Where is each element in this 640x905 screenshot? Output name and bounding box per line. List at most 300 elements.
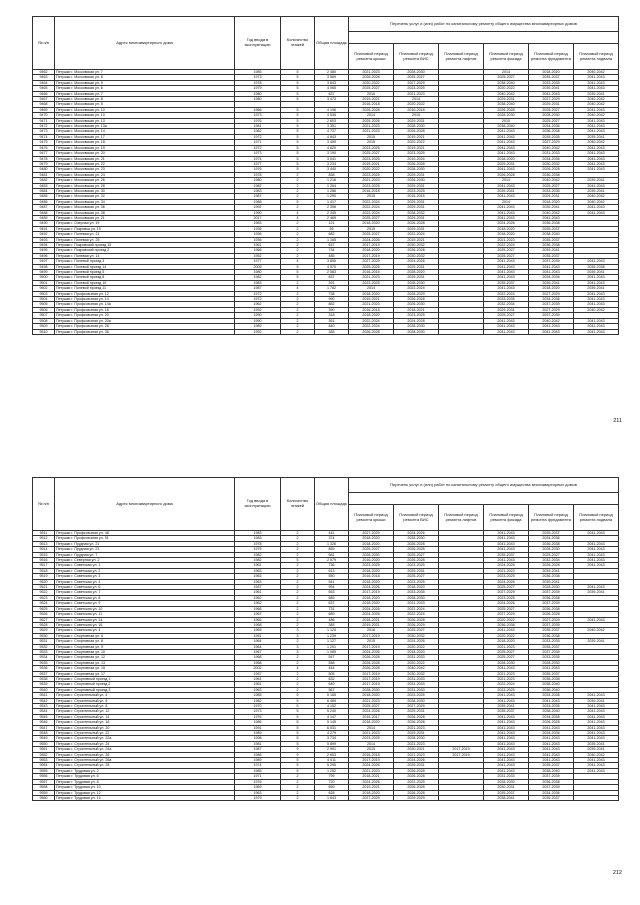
row-floors: 4 (281, 259, 315, 264)
row-vis: 2031-2033 (394, 687, 439, 692)
header-vis: Плановый период ремонта ВИС (394, 44, 439, 70)
row-floors: 5 (281, 167, 315, 172)
row-basement: 2041-2043 (574, 259, 619, 264)
row-foundation: 2036-2038 (529, 243, 574, 248)
row-address: Петушки г. Трудовая ул. 6 (55, 774, 235, 779)
row-address: Петушки г. Строительный ул. 8 (55, 704, 235, 709)
row-vis: 2029-2031 (394, 199, 439, 204)
row-basement: 2041-2043 (574, 318, 619, 323)
row-address: Петушки г. Советская ул. 8 (55, 595, 235, 600)
row-facade: 2041-2043 (484, 129, 529, 134)
row-number: 9532 (33, 644, 55, 649)
row-address: Петушки г. Спортивная ул. 6 (55, 633, 235, 638)
row-address: Петушки г. Московская ул. 19 (55, 145, 235, 150)
row-number: 9497 (33, 259, 55, 264)
row-area: 5 240 (315, 709, 349, 714)
row-vis: 2021-2023 (394, 725, 439, 730)
row-vis: 2029-2031 (394, 226, 439, 231)
row-number: 9527 (33, 617, 55, 622)
row-roof: 2019-2021 (349, 297, 394, 302)
row-address: Петушки г. Профсоюзная ул. 14 (55, 297, 235, 302)
row-address: Петушки г. Спортивная ул. 13 (55, 660, 235, 665)
row-area: 2 991 (315, 747, 349, 752)
row-number: 9552 (33, 752, 55, 757)
row-roof: 2026-2028 (349, 75, 394, 80)
row-year: 1992 (235, 205, 281, 210)
header-group: Перечень услуг и (или) работ по капитальному ремонту общего имущества многоквартирных домов (349, 17, 619, 32)
row-address: Петушки г. Московская ул. 26 (55, 178, 235, 183)
row-foundation: 2018-2020 (529, 286, 574, 291)
row-vis: 2026-2028 (394, 617, 439, 622)
row-foundation: 2026-2028 (529, 720, 574, 725)
row-vis: 2026-2028 (394, 129, 439, 134)
row-basement: 2041-2043 (574, 205, 619, 210)
row-vis: 2027-2029 (394, 704, 439, 709)
row-area: 558 (315, 660, 349, 665)
row-foundation: 2034-2036 (529, 156, 574, 161)
header-roof: Плановый период ремонта крыши (349, 44, 394, 70)
row-roof: 2025-2027 (349, 232, 394, 237)
row-foundation: 2037-2039 (529, 302, 574, 307)
row-number: 9477 (33, 151, 55, 156)
row-area: 5 295 (315, 763, 349, 768)
row-roof: 2025-2027 (349, 704, 394, 709)
row-number: 9549 (33, 736, 55, 741)
row-area: 837 (315, 275, 349, 280)
row-basement: 2041-2043 (574, 704, 619, 709)
row-area: 567 (315, 687, 349, 692)
row-facade: 2026-2028 (484, 172, 529, 177)
row-year: 1977 (235, 259, 281, 264)
row-area: 3 190 (315, 151, 349, 156)
row-area: 547 (315, 655, 349, 660)
row-area: 390 (315, 307, 349, 312)
row-foundation: 2034-2036 (529, 731, 574, 736)
row-area: 1 085 (315, 649, 349, 654)
row-address: Петушки г. Спортивный проезд 2 (55, 682, 235, 687)
row-basement: 2040-2042 (574, 752, 619, 757)
header-floors: Количество этажей (281, 17, 315, 70)
row-foundation: 2033-2035 (529, 80, 574, 85)
registry-table (32, 16, 619, 335)
row-facade: 2041-2043 (484, 318, 529, 323)
row-area: 637 (315, 601, 349, 606)
row-address: Петушки г. Строительный ул. 26а (55, 758, 235, 763)
row-roof: 2023-2025 (349, 172, 394, 177)
row-vis: 2030-2032 (394, 243, 439, 248)
row-vis: 2023-2025 (394, 151, 439, 156)
row-vis: 2029-2031 (394, 215, 439, 220)
row-facade: 2041-2043 (484, 275, 529, 280)
row-year: 1982 (235, 558, 281, 563)
row-vis: 2022-2024 (394, 606, 439, 611)
row-foundation: 2035-2037 (529, 253, 574, 258)
row-facade: 2028-2030 (484, 779, 529, 784)
row-year: 1988 (235, 199, 281, 204)
row-roof: 2018-2020 (349, 720, 394, 725)
row-facade: 2041-2043 (484, 167, 529, 172)
row-address: Петушки г. Трудовая ул. 8 (55, 779, 235, 784)
row-area: 3 843 (315, 80, 349, 85)
row-roof: 2017-2019 (349, 758, 394, 763)
row-roof: 2024-2026 (349, 612, 394, 617)
header-num: № п/п (33, 17, 55, 70)
row-vis: 2029-2031 (394, 568, 439, 573)
row-roof: 2026-2028 (349, 655, 394, 660)
row-area: 505 (315, 671, 349, 676)
row-foundation: 2037-2039 (529, 313, 574, 318)
row-area: 731 (315, 606, 349, 611)
row-facade: 2041-2043 (484, 741, 529, 746)
page-number: 211 (613, 418, 622, 424)
row-area: 318 (315, 313, 349, 318)
row-area: 1 252 (315, 768, 349, 773)
row-address: Петушки г. Советская ул. 2 (55, 568, 235, 573)
row-vis: 2020-2022 (394, 102, 439, 107)
row-address: Петушки г. Строительный ул. 28 (55, 763, 235, 768)
row-basement: 2040-2042 (574, 140, 619, 145)
row-vis: 2029-2031 (394, 183, 439, 188)
row-floors: 2 (281, 307, 315, 312)
row-floors: 2 (281, 595, 315, 600)
row-roof: 2014 (349, 286, 394, 291)
row-address: Петушки г. Прудная ул. 21 (55, 541, 235, 546)
row-vis: 2026-2028 (394, 161, 439, 166)
row-floors: 2 (281, 188, 315, 193)
row-roof: 2023-2025 (349, 145, 394, 150)
row-year: 1964 (235, 639, 281, 644)
row-floors: 2 (281, 243, 315, 248)
row-floors: 5 (281, 763, 315, 768)
row-basement: 2041-2043 (574, 145, 619, 150)
header-area: Общая площадь (315, 478, 349, 531)
row-year: 1985 (235, 70, 281, 75)
row-floors: 5 (281, 768, 315, 773)
row-area: 799 (315, 774, 349, 779)
row-address: Петушки г. Советская ул. 16 (55, 622, 235, 627)
row-address: Петушки г. Трудовая ул. 12 (55, 790, 235, 795)
row-vis: 2026-2028 (394, 790, 439, 795)
row-roof: 2022-2024 (349, 199, 394, 204)
row-facade: 2020-2022 (484, 633, 529, 638)
row-vis: 2021-2023 (394, 741, 439, 746)
row-area: 550 (315, 574, 349, 579)
row-address: Петушки г. Московская ул. 22 (55, 161, 235, 166)
row-vis: 2026-2028 (394, 720, 439, 725)
row-year: 1980 (235, 97, 281, 102)
row-number: 9555 (33, 768, 55, 773)
row-number: 9468 (33, 102, 55, 107)
row-vis: 2023-2025 (394, 86, 439, 91)
row-area: 838 (315, 172, 349, 177)
row-facade: 2041-2043 (484, 140, 529, 145)
row-address: Петушки г. Советская ул. 9 (55, 601, 235, 606)
row-vis: 2015-2015 (394, 194, 439, 199)
row-number: 9534 (33, 655, 55, 660)
row-facade: 2023-2025 (484, 687, 529, 692)
row-facade: 2025-2027 (484, 313, 529, 318)
row-facade: 2041-2043 (484, 758, 529, 763)
row-area: 444 (315, 666, 349, 671)
header-roof: Плановый период ремонта крыши (349, 505, 394, 531)
row-roof: 2023-2025 (349, 736, 394, 741)
row-roof: 2024-2026 (349, 763, 394, 768)
row-area: 659 (315, 785, 349, 790)
row-vis: 2029-2031 (394, 763, 439, 768)
row-address: Петушки г. Спортивный проезд 1 (55, 676, 235, 681)
row-roof: 2023-2025 (349, 156, 394, 161)
row-year: 1979 (235, 795, 281, 800)
row-address: Петушки г. Московская ул. 14 (55, 129, 235, 134)
row-roof: 2019-2021 (349, 161, 394, 166)
row-basement: 2041-2043 (574, 161, 619, 166)
row-facade: 2041-2043 (484, 259, 529, 264)
row-facade: 2025-2027 (484, 606, 529, 611)
row-address: Петушки г. Прудная ул. 7 (55, 552, 235, 557)
row-year: 1978 (235, 80, 281, 85)
row-roof: 2024-2026 (349, 779, 394, 784)
row-number: 9463 (33, 75, 55, 80)
row-year: 1951 (235, 633, 281, 638)
row-address: Петушки г. Полевой проезд 3 (55, 259, 235, 264)
row-number: 9495 (33, 248, 55, 253)
header-foundation: Плановый период ремонта фундамента (529, 505, 574, 531)
row-basement: 2039-2041 (574, 286, 619, 291)
row-address: Петушки г. Профсоюзная ул. 28 (55, 324, 235, 329)
row-vis: 2023-2025 (394, 188, 439, 193)
row-number: 9491 (33, 226, 55, 231)
row-vis: 2023-2025 (394, 563, 439, 568)
row-floors: 5 (281, 80, 315, 85)
row-number: 9539 (33, 682, 55, 687)
row-year: 2009 (235, 264, 281, 269)
row-vis: 2015 (394, 113, 439, 118)
row-floors: 2 (281, 601, 315, 606)
row-basement: 2041-2043 (574, 693, 619, 698)
row-floors: 5 (281, 736, 315, 741)
row-floors: 2 (281, 617, 315, 622)
header-vis: Плановый период ремонта ВИС (394, 505, 439, 531)
row-number: 9520 (33, 579, 55, 584)
row-area: 3 234 (315, 161, 349, 166)
row-area: 954 (315, 585, 349, 590)
row-year: 1983 (235, 531, 281, 536)
row-area: 640 (315, 682, 349, 687)
row-roof: 2021-2023 (349, 124, 394, 129)
row-number: 9496 (33, 253, 55, 258)
row-roof: 2021-2023 (349, 178, 394, 183)
row-basement: 2041-2043 (574, 758, 619, 763)
row-roof: 2016-2020 (349, 558, 394, 563)
row-basement: 2041-2043 (574, 617, 619, 622)
row-foundation: 2027-2029 (529, 307, 574, 312)
row-foundation: 2041-2043 (529, 752, 574, 757)
row-facade: 2020-2022 (484, 86, 529, 91)
row-roof: 2018-2020 (349, 693, 394, 698)
row-area: 682 (315, 232, 349, 237)
row-basement: 2039-2041 (574, 270, 619, 275)
row-year: 1974 (235, 763, 281, 768)
row-year: 1967 (235, 612, 281, 617)
header-group: Перечень услуг и (или) работ по капитальному ремонту общего имущества многоквартирных домов (349, 478, 619, 493)
row-facade: 2022-2024 (484, 291, 529, 296)
row-foundation: 2034-2036 (529, 693, 574, 698)
row-basement: 2040-2042 (574, 113, 619, 118)
row-year: 1978 (235, 541, 281, 546)
row-vis: 2026-2030 (394, 302, 439, 307)
row-number: 9533 (33, 649, 55, 654)
row-roof: 2021-2023 (349, 768, 394, 773)
row-area: 6 469 (315, 698, 349, 703)
row-facade: 2022-2024 (484, 243, 529, 248)
row-facade: 2041-2043 (484, 720, 529, 725)
row-area: 3 569 (315, 75, 349, 80)
row-address: Петушки г. Полевой проезд 11 (55, 286, 235, 291)
row-year: 1952 (235, 253, 281, 258)
row-floors: 2 (281, 297, 315, 302)
row-number: 9509 (33, 324, 55, 329)
row-number: 9488 (33, 210, 55, 215)
page-211 (0, 0, 640, 452)
row-foundation: 2039-2041 (529, 248, 574, 253)
row-foundation: 2028-2030 (529, 585, 574, 590)
row-year: 1963 (235, 687, 281, 692)
row-foundation: 2028-2030 (529, 547, 574, 552)
row-area: 5 165 (315, 693, 349, 698)
row-basement: 2041-2043 (574, 80, 619, 85)
row-basement: 2041-2043 (574, 714, 619, 719)
row-number: 9560 (33, 795, 55, 800)
row-address: Петушки г. Московская ул. 36 (55, 205, 235, 210)
row-number: 9545 (33, 714, 55, 719)
row-basement: 2041-2043 (574, 75, 619, 80)
row-facade: 2021-2023 (484, 237, 529, 242)
row-foundation: 2041-2043 (529, 215, 574, 220)
row-vis: 2027-2029 (394, 80, 439, 85)
row-facade: 2039-2041 (484, 188, 529, 193)
row-floors: 2 (281, 676, 315, 681)
row-number: 9498 (33, 264, 55, 269)
row-floors: 5 (281, 693, 315, 698)
row-foundation: 2039-2041 (529, 579, 574, 584)
row-roof: 2022-2024 (349, 318, 394, 323)
row-year: 1972 (235, 291, 281, 296)
row-foundation: 2035-2037 (529, 763, 574, 768)
row-number: 9544 (33, 709, 55, 714)
table-row (33, 795, 619, 800)
row-year: 1990 (235, 313, 281, 318)
row-floors: 5 (281, 97, 315, 102)
row-foundation: 2041-2043 (529, 747, 574, 752)
row-area: 1 165 (315, 237, 349, 242)
row-roof: 2018-2020 (349, 568, 394, 573)
row-roof: 2015 (349, 140, 394, 145)
row-basement: 2039-2041 (574, 590, 619, 595)
row-floors: 5 (281, 118, 315, 123)
row-floors: 2 (281, 280, 315, 285)
row-address: Петушки г. Трудовая ул. 14 (55, 795, 235, 800)
row-roof: 2017-2019 (349, 644, 394, 649)
row-vis: 2016-2018 (394, 107, 439, 112)
row-facade: 2041-2043 (484, 329, 529, 334)
row-facade: 2024-2026 (484, 221, 529, 226)
row-address: Петушки г. Московская ул. 21 (55, 215, 235, 220)
row-area: 736 (315, 563, 349, 568)
row-area: 1 286 (315, 188, 349, 193)
row-foundation: 2036-2040 (529, 687, 574, 692)
row-roof: 2023-2025 (349, 183, 394, 188)
row-year: 1977 (235, 161, 281, 166)
row-address: Петушки г. Покровский проезд 15 (55, 243, 235, 248)
row-floors: 5 (281, 113, 315, 118)
row-basement: 2041-2043 (574, 151, 619, 156)
row-roof: 2025-2027 (349, 215, 394, 220)
row-floors: 2 (281, 585, 315, 590)
row-roof: 2016-2018 (349, 188, 394, 193)
row-address: Петушки г. Советская ул. 10 (55, 606, 235, 611)
row-foundation: 2037-2039 (529, 649, 574, 654)
row-basement: 2041-2043 (574, 275, 619, 280)
row-basement: 2041-2043 (574, 291, 619, 296)
row-year: 1990 (235, 210, 281, 215)
row-address: Петушки г. Полевой проезд 14 (55, 264, 235, 269)
row-address: Петушки г. Московская ул. 23 (55, 167, 235, 172)
row-foundation: 2037-2039 (529, 259, 574, 264)
row-basement: 2041-2043 (574, 129, 619, 134)
row-roof: 2018-2020 (349, 595, 394, 600)
row-year: 1970 (235, 704, 281, 709)
row-address: Петушки г. Строительный ул. 24 (55, 741, 235, 746)
row-roof: 2025-2026 (349, 118, 394, 123)
row-floors: 2 (281, 221, 315, 226)
row-facade: 2024-2026 (484, 563, 529, 568)
row-area: 4 536 (315, 113, 349, 118)
row-vis: 2026-2028 (394, 768, 439, 773)
row-facade: 2041-2043 (484, 558, 529, 563)
row-roof: 2026-2028 (349, 660, 394, 665)
row-foundation: 2035-2037 (529, 628, 574, 633)
row-year: 1980 (235, 270, 281, 275)
row-year: 1985 (235, 693, 281, 698)
row-number: 9513 (33, 541, 55, 546)
row-address: Петушки г. Спортивная ул. 10 (55, 649, 235, 654)
row-foundation: 2032-2034 (529, 558, 574, 563)
row-year: 1971 (235, 140, 281, 145)
row-foundation: 2034-2036 (529, 124, 574, 129)
table-row (33, 329, 619, 334)
row-vis: 2028-2030 (394, 736, 439, 741)
row-basement: 2041-2043 (574, 210, 619, 215)
row-address: Петушки г. Московская ул. 30 (55, 188, 235, 193)
row-lift (439, 329, 484, 334)
row-roof: 2024-2026 (349, 649, 394, 654)
row-vis: 2029-2031 (394, 709, 439, 714)
row-facade: 2041-2043 (484, 183, 529, 188)
row-facade: 2028-2030 (484, 660, 529, 665)
row-number: 9492 (33, 232, 55, 237)
row-floors: 5 (281, 151, 315, 156)
row-facade: 2014 (484, 70, 529, 75)
row-floors: 5 (281, 725, 315, 730)
row-address: Петушки г. Московская ул. 13 (55, 118, 235, 123)
row-foundation: 2034-2036 (529, 714, 574, 719)
row-number: 9503 (33, 291, 55, 296)
row-vis: 2029-2031 (394, 731, 439, 736)
row-year: 1992 (235, 307, 281, 312)
row-floors: 5 (281, 91, 315, 96)
row-year: 1987 (235, 194, 281, 199)
row-lift: 2017-2019 (439, 752, 484, 757)
